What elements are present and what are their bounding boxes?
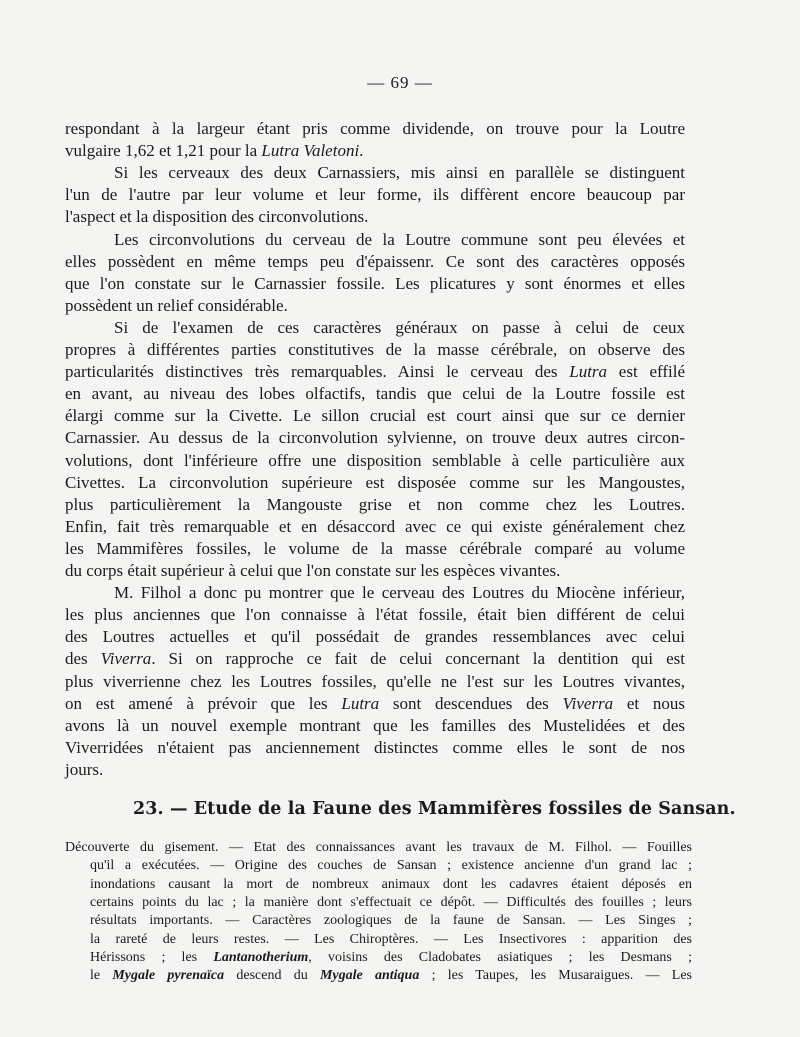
body-line: jours. [65, 759, 104, 779]
summary-line: la rareté de leurs restes. — Les Chiroptères. — Les Insectivores : apparition des [90, 931, 692, 947]
body-line: plus viverrienne chez les Loutres fossiles, qu'elle ne l'est sur les Loutres vivantes, [65, 671, 685, 691]
body-line: que l'on constate sur le Carnassier fossile. Les plicatures y sont énormes et elles [65, 273, 685, 293]
body-line: les Mammifères fossiles, le volume de la masse cérébrale comparé au volume [65, 538, 685, 558]
body-line: particularités distinctives très remarquables. Ainsi le cerveau des Lutra est effilé [65, 362, 685, 382]
body-line: plus particulièrement la Mangouste grise et non comme chez les Loutres. [65, 494, 685, 514]
body-line: elles possèdent en même temps peu d'épaissenr. Ce sont des caractères opposés [65, 251, 685, 271]
body-line: possèdent un relief considérable. [65, 295, 288, 315]
body-line: avons là un nouvel exemple montrant que les familles des Mustelidées et des [65, 715, 685, 735]
body-line: Si les cerveaux des deux Carnassiers, mis ainsi en parallèle se distinguent [114, 163, 685, 183]
body-line: Carnassier. Au dessus de la circonvolution sylvienne, on trouve deux autres circon- [65, 428, 685, 448]
body-line: M. Filhol a donc pu montrer que le cerveau des Loutres du Miocène inférieur, [114, 583, 685, 603]
body-line: en avant, au niveau des lobes olfactifs, tandis que celui de la Loutre fossile est [65, 384, 685, 404]
body-line: volutions, dont l'inférieure offre une disposition semblable à celle particulière aux [65, 450, 685, 470]
body-line: des Loutres actuelles et qu'il possédait de grandes ressemblances avec celui [65, 627, 685, 647]
summary-line: le Mygale pyrenaïca descend du Mygale antiqua ; les Taupes, les Musaraigues. — Les [90, 968, 693, 984]
summary-line: Découverte du gisement. — Etat des connaissances avant les travaux de M. Filhol. — Fouilles [65, 840, 692, 855]
body-line: élargi comme sur la Civette. Le sillon crucial est court ainsi que sur ce dernier [65, 406, 685, 426]
body-line: Les circonvolutions du cerveau de la Loutre commune sont peu élevées et [114, 229, 685, 249]
body-line: les plus anciennes que l'on connaisse à l'état fossile, était bien différent de celui [65, 605, 685, 625]
body-line: Civettes. La circonvolution supérieure est disposée comme sur les Mangoustes, [65, 472, 685, 492]
page-number: — 69 — [367, 73, 433, 92]
summary-line: qu'il a exécutées. — Origine des couches de Sansan ; existence ancienne d'un grand lac ; [90, 858, 692, 874]
summary-line: certains points du lac ; la manière dont s'effectuait ce dépôt. — Difficultés des fouilles ; leurs [90, 894, 692, 910]
body-line: des Viverra. Si on rapproche ce fait de celui concernant la dentition qui est [65, 649, 686, 669]
body-line: du corps était supérieur à celui que l'on constate sur les espèces vivantes. [65, 561, 561, 580]
body-line: vulgaire 1,62 et 1,21 pour la Lutra Valetoni. [65, 141, 364, 161]
summary-line: Hérissons ; les Lantanotherium, voisins des Cladobates asiatiques ; les Desmans ; [90, 949, 692, 965]
summary-line: inondations causant la mort de nombreux animaux dont les cadavres étaient déposés en [90, 876, 692, 892]
body-line: l'un de l'autre par leur volume et leur forme, ils diffèrent encore beaucoup par [65, 185, 685, 205]
body-line: Enfin, fait très remarquable et en désaccord avec ce qui existe généralement chez [65, 516, 685, 536]
body-line: Viverridées n'étaient pas anciennement distinctes comme elles le sont de nos [65, 737, 685, 757]
body-line: respondant à la largeur étant pris comme dividende, on trouve pour la Loutre [65, 119, 685, 138]
body-line: Si de l'examen de ces caractères généraux on passe à celui de ceux [114, 317, 685, 337]
summary-line: résultats importants. — Caractères zoologiques de la faune de Sansan. — Les Singes ; [90, 913, 692, 929]
body-line: on est amené à prévoir que les Lutra sont descendues des Viverra et nous [65, 693, 685, 713]
body-line: l'aspect et la disposition des circonvolutions. [65, 207, 369, 227]
body-line: propres à différentes parties constitutives de la masse cérébrale, on observe des [65, 340, 685, 359]
section-title: 23. — Etude de la Faune des Mammifères fossiles de Sansan. [133, 799, 736, 819]
